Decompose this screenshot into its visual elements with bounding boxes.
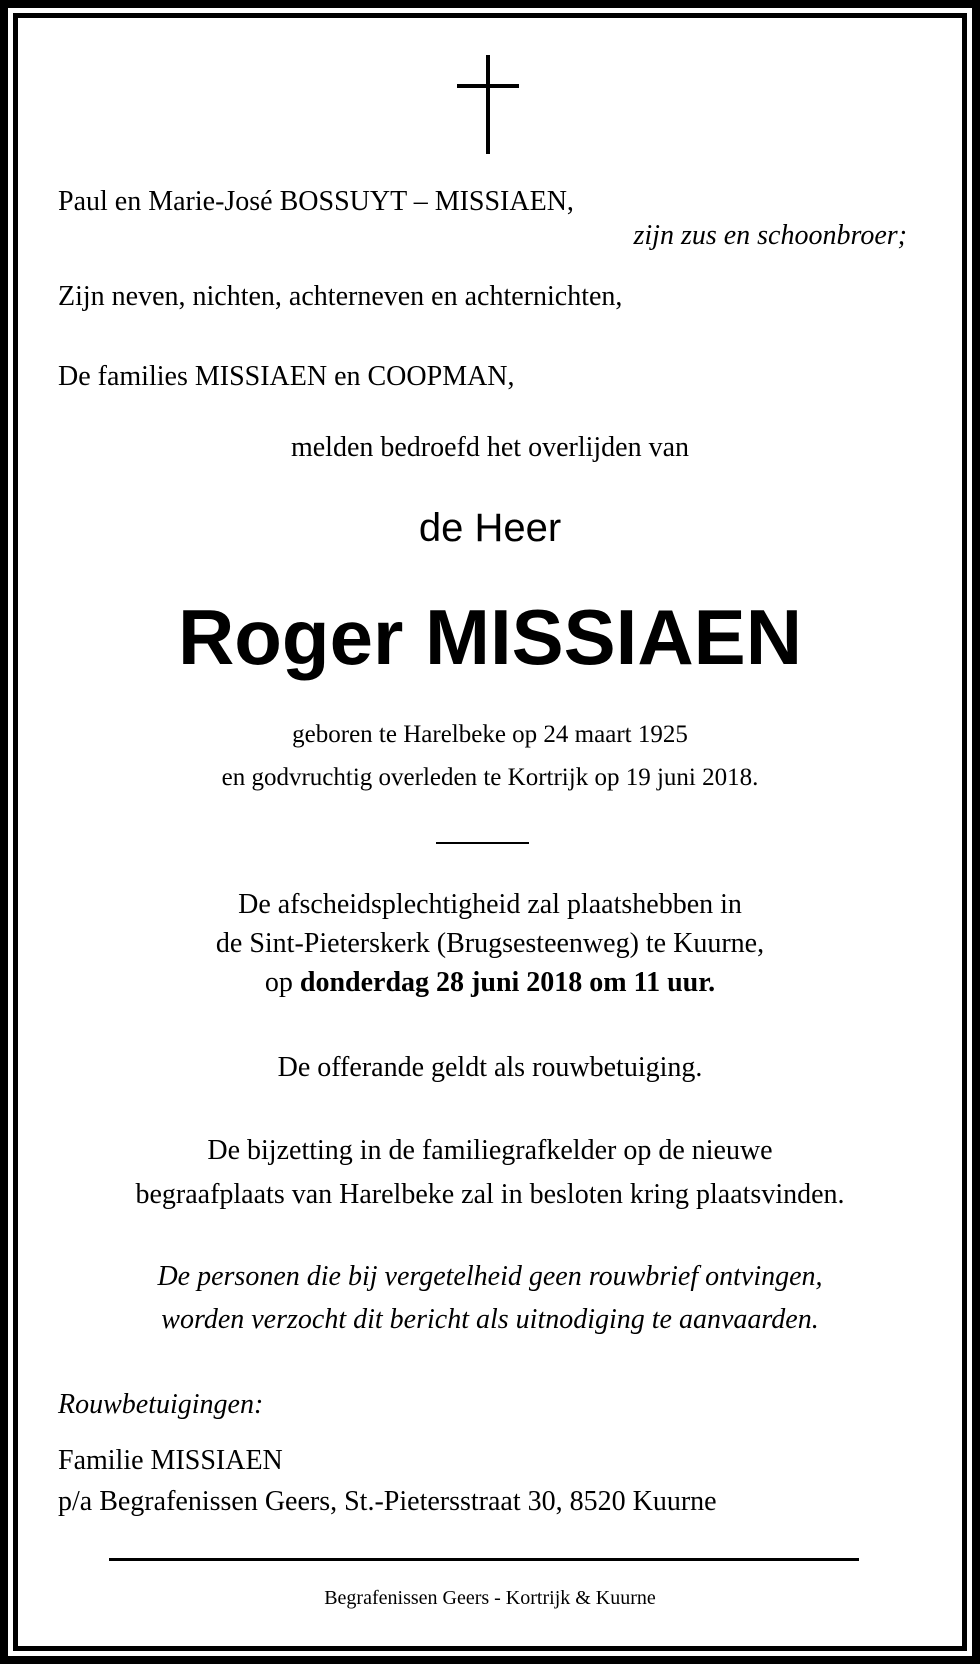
ceremony-line-3 [0, 969, 980, 997]
burial-line-2: begraafplaats van Harelbeke zal in besloten kring plaatsvinden. [135, 1179, 845, 1210]
ceremony-prefix: op [264, 967, 300, 998]
born-text: geboren te Harelbeke op 24 maart 1925 [292, 721, 688, 748]
condolences-label: Rouwbetuigingen: [58, 1389, 264, 1420]
ceremony-datetime: donderdag 28 juni 2018 om 11 uur. [299, 967, 716, 998]
ceremony-line-1: De afscheidsplechtigheid zal plaatshebben in [238, 889, 742, 920]
footer-text: Begrafenissen Geers - Kortrijk & Kuurne [324, 1587, 656, 1609]
announcer-line-1: Paul en Marie-José BOSSUYT – MISSIAEN, [58, 186, 574, 217]
burial-line-1: De bijzetting in de familiegrafkelder op de nieuwe [207, 1135, 773, 1166]
condolences-name: Familie MISSIAEN [58, 1445, 283, 1476]
notice-line-1: De personen die bij vergetelheid geen rouwbrief ontvingen, [157, 1261, 823, 1292]
deceased-title: de Heer [418, 506, 562, 550]
announce-text: melden bedroefd het overlijden van [290, 432, 690, 463]
condolences-address: p/a Begrafenissen Geers, St.-Pietersstraat 30, 8520 Kuurne [58, 1486, 717, 1517]
ceremony-line-2: de Sint-Pieterskerk (Brugsesteenweg) te Kuurne, [215, 928, 765, 959]
announcer-relation: zijn zus en schoonbroer; [633, 220, 907, 251]
announcer-line-2: Zijn neven, nichten, achterneven en achternichten, [58, 281, 623, 312]
notice-line-2: worden verzocht dit bericht als uitnodiging te aanvaarden. [161, 1304, 819, 1335]
announcer-line-3: De families MISSIAEN en COOPMAN, [58, 361, 515, 392]
footer-divider [109, 1558, 859, 1561]
offering-text: De offerande geldt als rouwbetuiging. [277, 1052, 703, 1083]
deceased-name: Roger MISSIAEN [177, 593, 803, 681]
died-text: en godvruchtig overleden te Kortrijk op 19 juni 2018. [221, 764, 759, 791]
separator [436, 842, 529, 844]
